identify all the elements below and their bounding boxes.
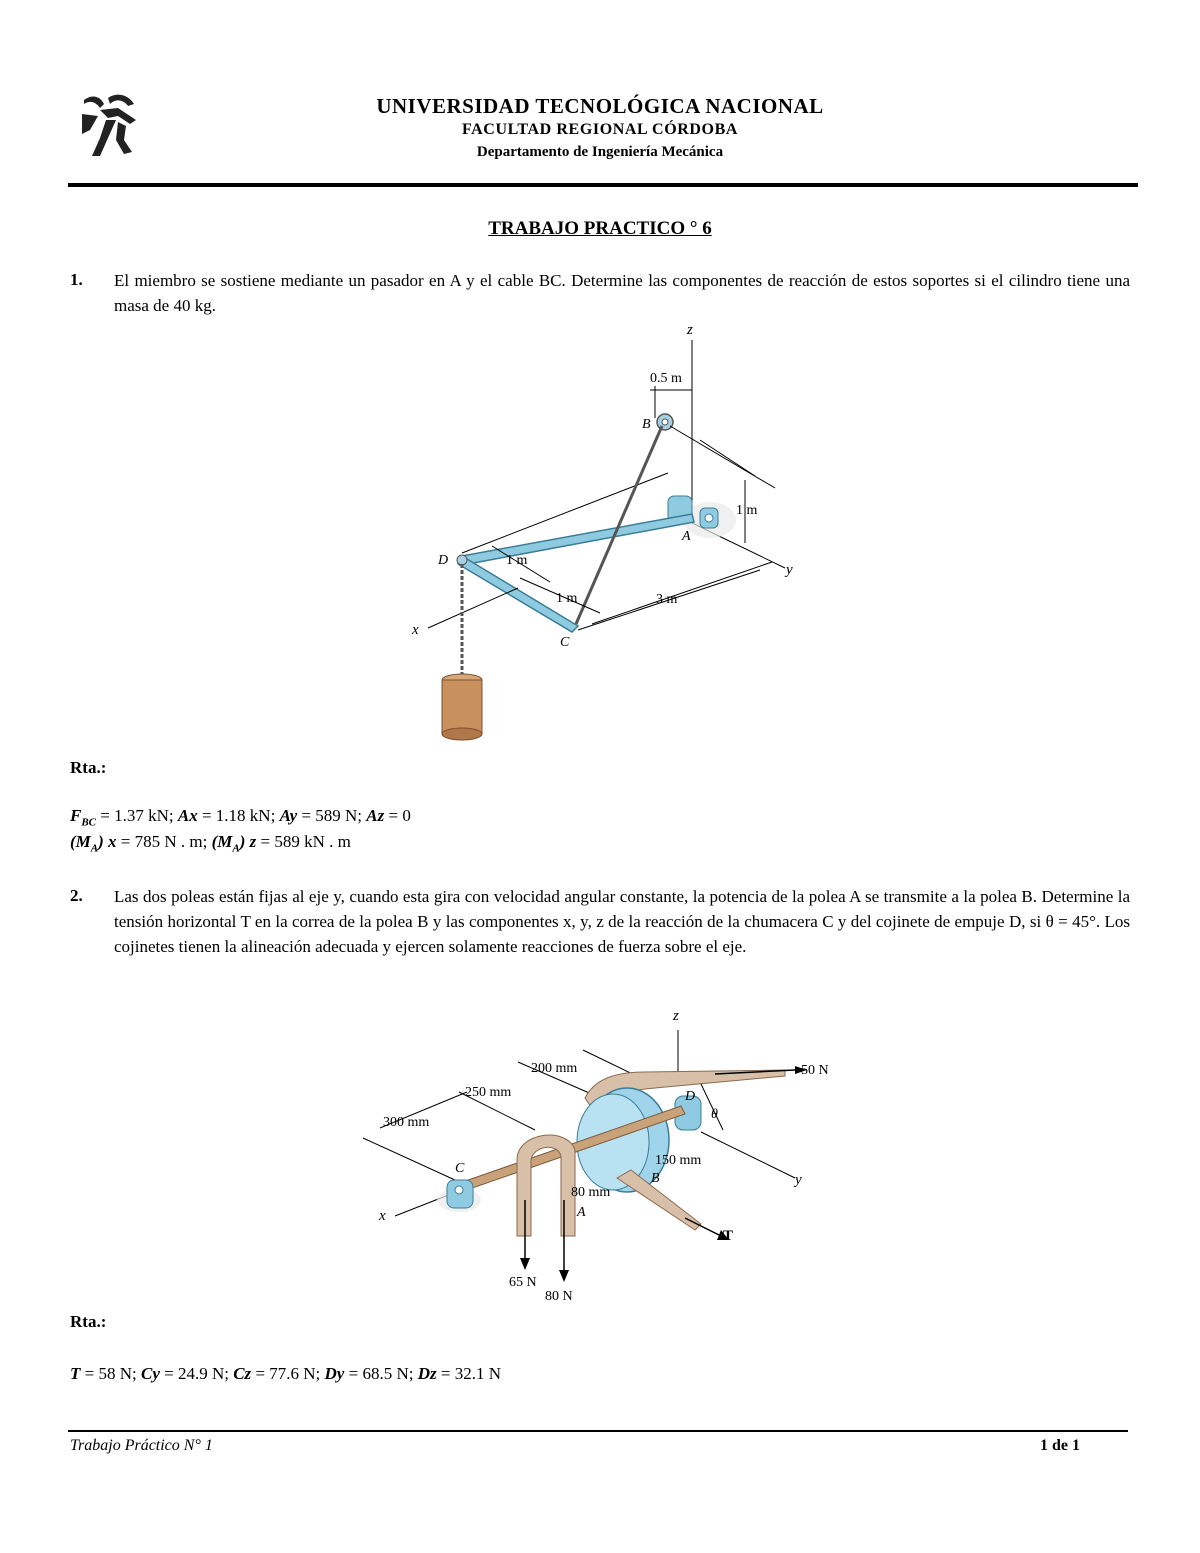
problem-1-number: 1. (70, 270, 83, 289)
fig2-label-y: y (795, 1172, 802, 1188)
problem-2-figure (355, 1000, 845, 1310)
fig2-label-200: 200 mm (531, 1061, 578, 1076)
fig2-label-T: T (723, 1228, 734, 1244)
problem-2-text: Las dos poleas están fijas al eje y, cuando esta gira con velocidad angular constante, la potencia de la polea A se transmite a la polea B. Determine la tensión horizontal T en la correa de la polea B y las componentes x, y, z de la reacción de la chumacera C y del cojinete de empuje D, si θ = 45°. Los cojinetes tienen la alineación adecuada y ejercen solamente reacciones de fuerza sobre el eje. (114, 887, 1130, 956)
page-title: TRABAJO PRACTICO ° 6 (488, 218, 712, 239)
fig2-label-A: A (577, 1205, 586, 1220)
ans1-fbc-val: = 1.37 kN; (100, 806, 174, 825)
ans2-dz-name: Dz (417, 1364, 437, 1383)
fig2-label-250: 250 mm (465, 1085, 512, 1100)
fig2-label-z: z (673, 1008, 679, 1024)
fig1-label-1m-a: 1 m (506, 553, 528, 568)
fig1-label-C: C (560, 635, 570, 650)
ans1-fbc-sub: BC (81, 816, 97, 829)
ans2-cz-name: Cz (233, 1364, 252, 1383)
fig2-label-50n: 50 N (801, 1063, 829, 1078)
ans2-dy-val: = 68.5 N; (348, 1364, 414, 1383)
footer-page-number: 1 de 1 (1040, 1437, 1080, 1454)
ans1-az-val: = 0 (388, 806, 411, 825)
fig2-label-80n: 80 N (545, 1289, 573, 1304)
ans1-max-name: (M (70, 832, 91, 851)
ans1-maz-name: (M (211, 832, 233, 851)
footer-left: Trabajo Práctico N° 1 (70, 1437, 213, 1454)
fig1-label-1m-right: 1 m (736, 503, 758, 518)
ans1-ax-val: = 1.18 kN; (201, 806, 276, 825)
fig2-label-300: 300 mm (383, 1115, 430, 1130)
ans1-ax-name: Ax (177, 806, 198, 825)
ans1-max-sub: A (90, 842, 99, 855)
fig2-label-D: D (685, 1089, 696, 1104)
fig1-label-x: x (412, 622, 419, 638)
ans1-maz-sub: A (232, 842, 240, 855)
ans2-dy-name: Dy (324, 1364, 345, 1383)
department-name: Departamento de Ingeniería Mecánica (476, 144, 724, 160)
ans2-t-name: T (70, 1364, 81, 1383)
fig1-label-y: y (786, 562, 793, 578)
ans1-ay-name: Ay (279, 806, 298, 825)
problem-2-number: 2. (70, 886, 83, 905)
problem-1-answer-line2 (70, 832, 351, 854)
problem-1-text: El miembro se sostiene mediante un pasador en A y el cable BC. Determine las componentes de reacción de estos soportes si el cilindro tiene una masa de 40 kg. (114, 271, 1130, 315)
ans1-maz-close: ) z (239, 832, 257, 851)
ans1-maz-val: = 589 kN . m (260, 832, 351, 851)
fig2-label-C: C (455, 1161, 465, 1176)
footer-rule (68, 1430, 1128, 1432)
fig2-label-65n: 65 N (509, 1275, 537, 1290)
ans1-max-close: ) x (98, 832, 117, 851)
fig2-label-x: x (379, 1208, 386, 1224)
university-name: UNIVERSIDAD TECNOLÓGICA NACIONAL (376, 94, 824, 118)
fig2-label-theta: θ (711, 1107, 718, 1122)
problem-1-answer-line1 (70, 806, 411, 828)
ans2-cy-val: = 24.9 N; (164, 1364, 229, 1383)
ans2-t-val: = 58 N; (84, 1364, 137, 1383)
fig1-label-B: B (642, 417, 651, 432)
problem-2-answer-line1 (70, 1364, 501, 1384)
problem-1-answer-label: Rta.: (70, 758, 107, 777)
fig1-label-z: z (687, 322, 693, 338)
faculty-name: FACULTAD REGIONAL CÓRDOBA (461, 121, 739, 138)
fig1-label-A: A (682, 529, 691, 544)
ans2-cy-name: Cy (140, 1364, 160, 1383)
fig1-label-D: D (438, 553, 449, 568)
ans2-cz-val: = 77.6 N; (255, 1364, 321, 1383)
fig2-label-150: 150 mm (655, 1153, 702, 1168)
fig1-label-1m-b: 1 m (556, 591, 578, 606)
ans2-dz-val: = 32.1 N (440, 1364, 501, 1383)
ans1-max-val: = 785 N . m; (120, 832, 208, 851)
fig1-label-3m: 3 m (656, 592, 678, 607)
fig2-label-B: B (651, 1171, 660, 1186)
ans1-ay-val: = 589 N; (301, 806, 363, 825)
fig1-label-dim05: 0.5 m (650, 371, 682, 386)
fig2-label-80mm: 80 mm (571, 1185, 611, 1200)
ans1-fbc-name: F (70, 806, 82, 825)
problem-1-figure (400, 318, 820, 743)
problem-2-answer-label: Rta.: (70, 1312, 107, 1331)
header-rule (68, 183, 1138, 187)
ans1-az-name: Az (366, 806, 385, 825)
